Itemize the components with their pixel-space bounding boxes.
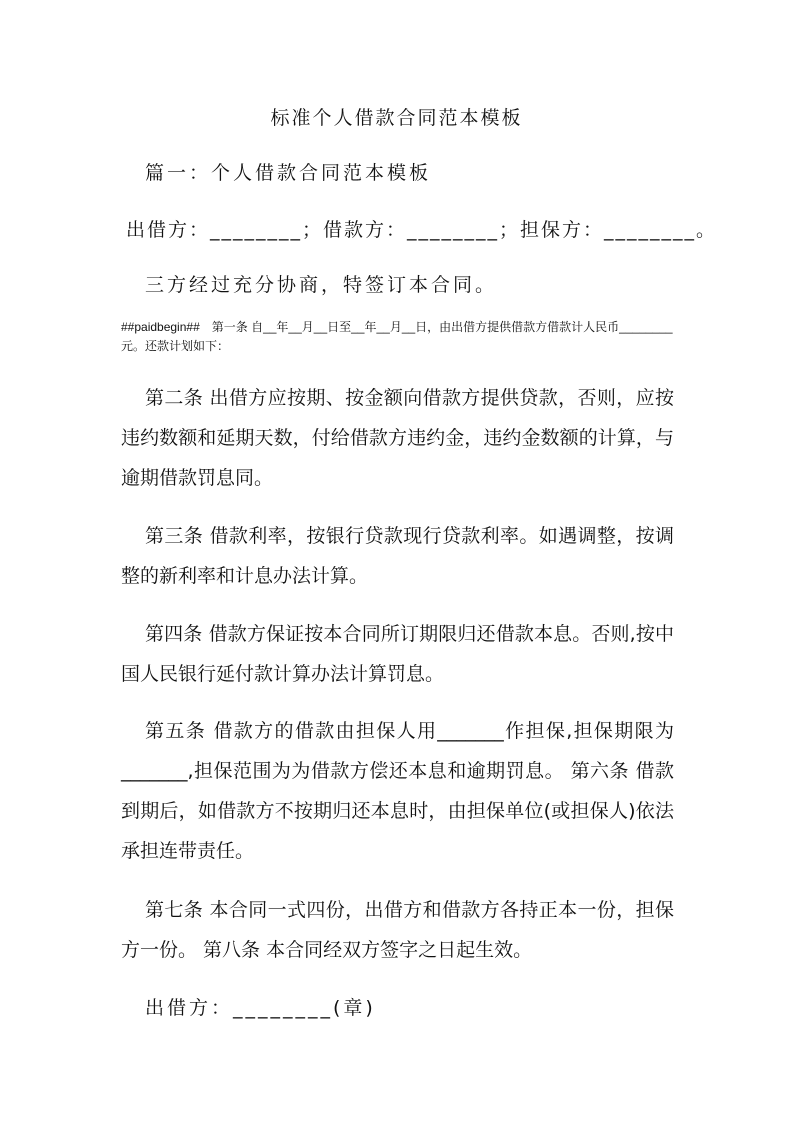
article-5-6: 第五条 借款方的借款由担保人用_______作担保,担保期限为_______,担保范围为为借款方偿还本息和逾期罚息。 第六条 借款到期后，如借款方不按期归还本息时，由担保单位(或担保人)依法承担连带责任。 [121, 720, 674, 862]
article-3: 第三条 借款利率，按银行贷款现行贷款利率。如遇调整，按调整的新利率和计息办法计算。 [121, 525, 674, 587]
article-1-text: 第一条 自__年__月__日至__年__月__日，由出借方提供借款方借款计人民币________元。还款计划如下： [121, 320, 673, 353]
article-7-8: 第七条 本合同一式四份，出借方和借款方各持正本一份，担保方一份。 第八条 本合同经双方签字之日起生效。 [121, 899, 674, 961]
parties-line: 出借方：________；借款方：________；担保方：________。 [126, 219, 718, 241]
negotiation-line: 三方经过充分协商，特签订本合同。 [145, 274, 498, 296]
article-2: 第二条 出借方应按期、按金额向借款方提供贷款，否则，应按违约数额和延期天数，付给借款方违约金，违约金数额的计算，与逾期借款罚息同。 [121, 387, 674, 489]
section-heading: 篇一：个人借款合同范本模板 [145, 162, 432, 184]
document-title: 标准个人借款合同范本模板 [270, 107, 523, 129]
signature-line: 出借方：________(章) [145, 997, 376, 1019]
article-4: 第四条 借款方保证按本合同所订期限归还借款本息。否则,按中国人民银行延付款计算办法计算罚息。 [121, 623, 674, 685]
article-1 [121, 318, 676, 356]
paid-marker: ##paidbegin## [121, 320, 200, 334]
